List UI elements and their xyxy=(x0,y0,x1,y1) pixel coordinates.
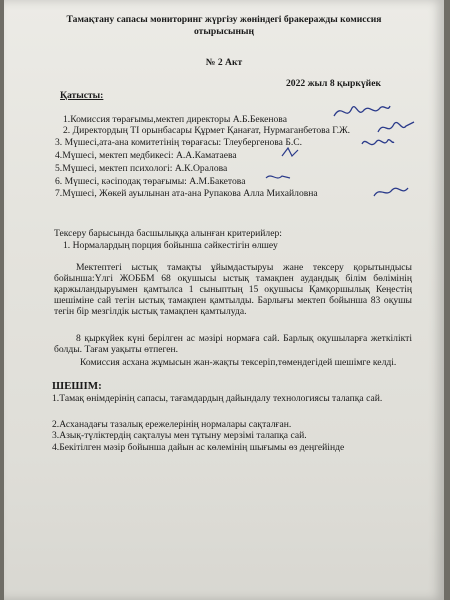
body-paragraph-2: 8 қыркүйек күні берілген ас мәзірі нормаға сай. Барлық оқушыларға жеткілікті болды. Тағам уақыты өтпеген. xyxy=(54,333,412,355)
document-page xyxy=(4,0,444,600)
decision-heading: ШЕШІМ: xyxy=(52,380,102,392)
act-date: 2022 жыл 8 қыркүйек xyxy=(286,78,382,89)
title-line-2: отырысының xyxy=(194,26,254,37)
attendee-3: 3. Мүшесі,ата-ана комитетінің төрағасы: Тлеубергенова Б.С. xyxy=(55,137,303,148)
attendee-1: 1.Комиссия төрағымы,мектеп директоры А.Б.Бекенова xyxy=(63,114,287,125)
body-paragraph-1: Мектептегі ыстық тамақты ұйымдастыруы жане тексеру қорытындысы бойынша:Үлгі ЖОББМ 68 оқушысы ыстық тамақпен аудандық білім бөлімінің қаржыландыруымен қамтылса 1 сыныптың 15 оқушысы Қамқоршылық Кеңестің шешіміне сай тегін ыстық тамақпен қамтылды. Барлығы мектеп бойынша 83 оқушы тегін бір мезгілдік ыстық тамақпен қамтылуда. xyxy=(54,262,412,317)
attendee-2: 2. Директордың ТІ орынбасары Құрмет Қанағат, Нурмаганбетова Г.Ж. xyxy=(63,125,351,136)
act-number: № 2 Акт xyxy=(205,57,243,68)
decision-item-2: 2.Асханадағы тазалық ережелерінің нормалары сақталған. xyxy=(52,419,292,430)
decision-item-1: 1.Тамақ өнімдерінің сапасы, тағамдардың дайындалу технологиясы талапқа сай. xyxy=(52,393,383,404)
criteria-item: 1. Нормалардың порция бойынша сәйкестігін өлшеу xyxy=(63,240,278,251)
attendee-7: 7.Мүшесі, Жөкей ауылынан ата-ана Рупакова Алла Михайловна xyxy=(55,188,318,199)
attendees-heading: Қатысты: xyxy=(60,90,104,101)
signature-4 xyxy=(280,146,302,160)
title-line-1: Тамақтану сапасы мониторинг жүргізу жөніндегі бракеражды комиссия xyxy=(66,14,382,25)
signature-6 xyxy=(372,184,412,200)
body-paragraph-3: Комиссия асхана жұмысын жан-жақты тексеріп,төмендегідей шешімге келді. xyxy=(80,357,397,368)
attendee-5: 5.Мүшесі, мектеп психологі: А.К.Оралова xyxy=(55,163,228,174)
criteria-intro: Тексеру барысында басшылыққа алынған критерийлер: xyxy=(54,228,282,239)
attendee-6: 6. Мүшесі, кәсіподақ төрағымы: А.М.Бакетова xyxy=(55,176,246,187)
signature-5 xyxy=(264,170,292,184)
attendee-4: 4.Мүшесі, мектеп медбикесі: А.А.Каматаева xyxy=(55,150,237,161)
signature-3 xyxy=(360,134,396,154)
decision-item-4: 4.Бекітілген мәзір бойынша дайын ас көлемінің шығымы өз деңгейінде xyxy=(52,442,345,453)
decision-item-3: 3.Азық-түліктердің сақталуы мен тұтыну мерзімі талапқа сай. xyxy=(52,430,307,441)
